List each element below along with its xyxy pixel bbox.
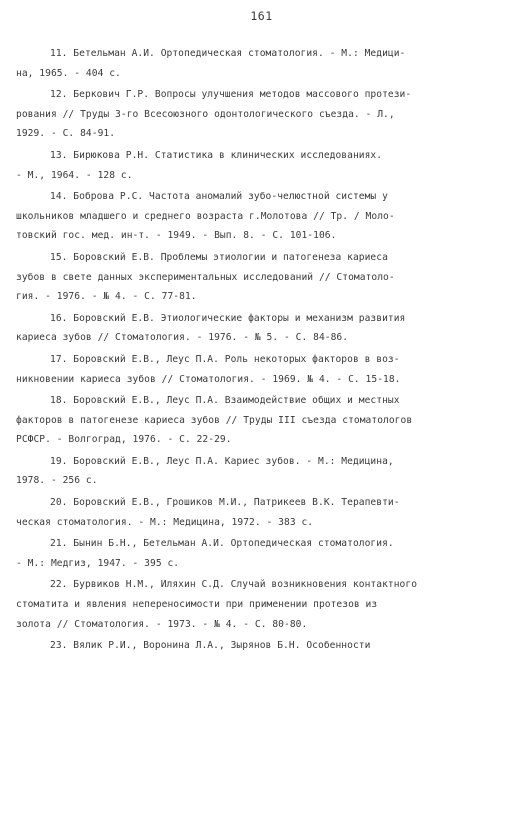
reference-entry (16, 452, 507, 491)
reference-line: 22. Бурвиков Н.М., Иляхин С.Д. Случай возникновения контактного (50, 579, 418, 591)
reference-entry (16, 146, 507, 185)
reference-entry (16, 575, 507, 634)
reference-line: 13. Бирюкова Р.Н. Статистика в клинических исследованиях. (50, 149, 383, 161)
reference-line: факторов в патогенезе кариеса зубов // Труды III съезда стоматологов (16, 414, 413, 426)
reference-line: рования // Труды 3-го Всесоюзного одонтологического съезда. - Л., (16, 108, 395, 120)
reference-line: никновении кариеса зубов // Стоматология. - 1969. № 4. - С. 15-18. (16, 373, 401, 385)
reference-entry (16, 187, 507, 246)
reference-line: 23. Вялик Р.И., Воронина Л.А., Зырянов Б.Н. Особенности (50, 640, 371, 652)
reference-line: 21. Бынин Б.Н., Бетельман А.И. Ортопедическая стоматология. (50, 538, 394, 550)
reference-line: на, 1965. - 404 с. (16, 67, 121, 79)
reference-line: 12. Беркович Г.Р. Вопросы улучшения методов массового протези- (50, 89, 412, 101)
reference-line: гия. - 1976. - № 4. - С. 77-81. (16, 291, 197, 303)
reference-line: 19. Боровский Е.В., Леус П.А. Кариес зубов. - М.: Медицина, (50, 455, 394, 467)
reference-entry (16, 534, 507, 573)
reference-line: РСФСР. - Волгоград, 1976. - С. 22-29. (16, 434, 232, 446)
reference-line: стоматита и явления непереносимости при применении протезов из (16, 599, 378, 611)
page-number: 161 (250, 9, 273, 23)
reference-line: зубов в свете данных экспериментальных исследований // Стоматоло- (16, 271, 395, 283)
reference-line: золота // Стоматология. - 1973. - № 4. - С. 80-80. (16, 618, 308, 630)
reference-entry (16, 493, 507, 532)
reference-line: кариеса зубов // Стоматология. - 1976. - № 5. - С. 84-86. (16, 332, 349, 344)
reference-line: - М.: Медгиз, 1947. - 395 с. (16, 557, 180, 569)
reference-line: школьников младшего и среднего возраста г.Молотова // Тр. / Моло- (16, 210, 395, 222)
reference-list (16, 44, 507, 656)
reference-line: 1929. - С. 84-91. (16, 128, 116, 140)
reference-entry (16, 636, 507, 656)
reference-line: - М., 1964. - 128 с. (16, 169, 133, 181)
reference-line: 15. Боровский Е.В. Проблемы этиологии и патогенеза кариеса (50, 251, 388, 263)
reference-entry (16, 350, 507, 389)
reference-entry (16, 391, 507, 450)
reference-line: товский гос. мед. ин-т. - 1949. - Вып. 8. - С. 101-106. (16, 230, 337, 242)
reference-line: 16. Боровский Е.В. Этиологические факторы и механизм развития (50, 312, 406, 324)
reference-entry (16, 85, 507, 144)
reference-line: ческая стоматология. - М.: Медицина, 1972. - 383 с. (16, 516, 314, 528)
reference-line: 14. Боброва Р.С. Частота аномалий зубо-челюстной системы у (50, 191, 388, 203)
reference-entry (16, 44, 507, 83)
reference-line: 18. Боровский Е.В., Леус П.А. Взаимодействие общих и местных (50, 395, 400, 407)
reference-entry (16, 309, 507, 348)
reference-entry (16, 248, 507, 307)
reference-line: 1978. - 256 с. (16, 475, 98, 487)
reference-line: 11. Бетельман А.И. Ортопедическая стоматология. - М.: Медици- (50, 48, 406, 59)
reference-line: 17. Боровский Е.В., Леус П.А. Роль некоторых факторов в воз- (50, 353, 400, 365)
reference-line: 20. Боровский Е.В., Грошиков М.И., Патрикеев В.К. Терапевти- (50, 497, 400, 509)
